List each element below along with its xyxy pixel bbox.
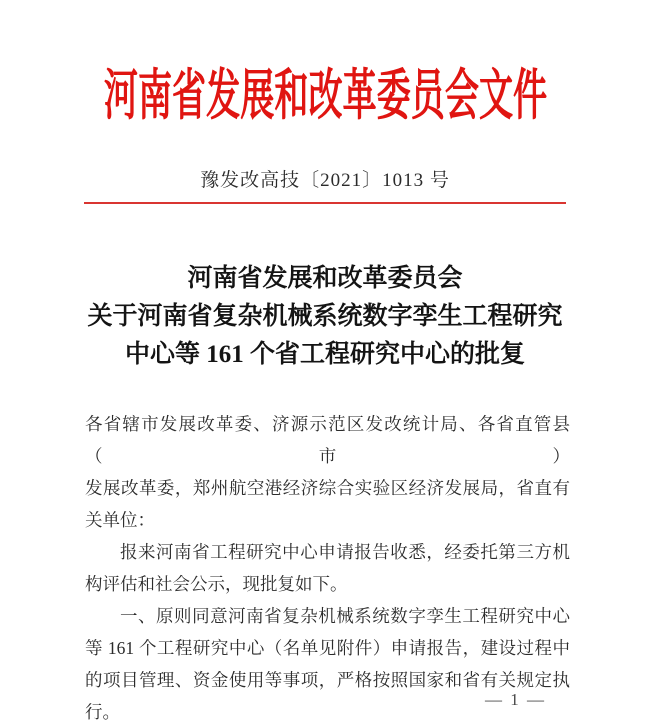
- body-line: 报来河南省工程研究中心申请报告收悉，经委托第三方机: [120, 542, 570, 562]
- body-line: 等 161 个工程研究中心（名单见附件）申请报告，建设过程中: [85, 638, 570, 658]
- document-title-line-2: 关于河南省复杂机械系统数字孪生工程研究: [87, 303, 563, 330]
- document-number: 豫发改高技〔2021〕1013 号: [200, 170, 450, 191]
- body-line: 各省辖市发展改革委、济源示范区发改统计局、各省直管县（市）: [85, 414, 570, 466]
- body-line: 关单位：: [85, 510, 155, 530]
- document-title: [0, 260, 650, 374]
- document-body: [85, 408, 570, 726]
- body-line: 一、原则同意河南省复杂机械系统数字孪生工程研究中心: [120, 606, 570, 626]
- paragraph-intro: [85, 536, 570, 600]
- body-line: 构评估和社会公示，现批复如下。: [85, 574, 348, 594]
- body-line: 的项目管理、资金使用等事项，严格按照国家和省有关规定执: [85, 670, 570, 690]
- body-line: 发展改革委，郑州航空港经济综合实验区经济发展局，省直有: [85, 478, 570, 498]
- document-title-line-3: 中心等 161 个省工程研究中心的批复: [124, 341, 525, 368]
- letterhead-title: 河南省发展和改革委员会文件: [103, 65, 547, 126]
- body-line: 行。: [85, 702, 120, 722]
- letterhead: [0, 65, 650, 126]
- page-number: — 1 —: [485, 690, 546, 709]
- document-title-line-1: 河南省发展和改革委员会: [187, 265, 463, 292]
- paragraph-recipients: [85, 408, 570, 536]
- red-divider-line: [84, 202, 566, 204]
